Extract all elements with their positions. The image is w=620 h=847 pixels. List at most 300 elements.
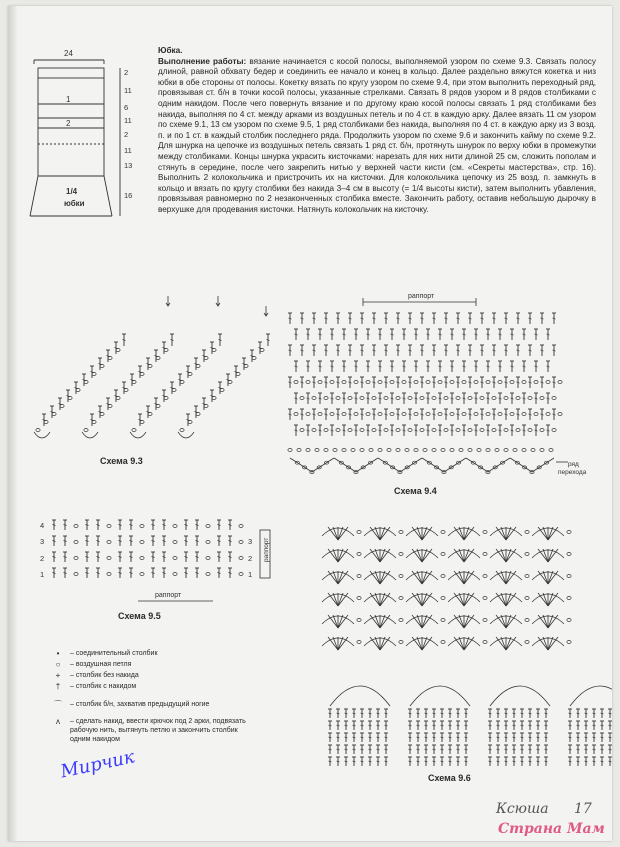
scheme-9-5-rapport-vertical: раппорт bbox=[263, 537, 270, 562]
fan-stitch bbox=[380, 637, 385, 650]
double-crochet-bar bbox=[545, 713, 548, 714]
chain-stitch bbox=[525, 531, 529, 534]
fan-stitch bbox=[459, 527, 464, 540]
chain-stitch bbox=[483, 619, 487, 622]
fan-stitch bbox=[506, 527, 511, 540]
fan-stitch bbox=[333, 527, 338, 540]
double-crochet-bar bbox=[329, 749, 332, 750]
fan-stitch bbox=[501, 593, 506, 606]
double-crochet-bar bbox=[449, 737, 452, 738]
double-crochet-bar bbox=[369, 749, 372, 750]
fan-stitch bbox=[459, 571, 464, 584]
fan-stitch bbox=[422, 637, 427, 650]
fan-stitch bbox=[543, 593, 548, 606]
double-crochet-bar bbox=[537, 713, 540, 714]
double-crochet-bar bbox=[497, 725, 500, 726]
double-crochet-bar bbox=[585, 725, 588, 726]
double-crochet-bar bbox=[505, 737, 508, 738]
fan-stitch bbox=[417, 549, 422, 562]
fan-stitch bbox=[548, 615, 553, 628]
double-crochet-bar bbox=[545, 761, 548, 762]
double-crochet-bar bbox=[465, 737, 468, 738]
double-crochet-bar bbox=[521, 761, 524, 762]
chain-stitch bbox=[567, 641, 571, 644]
slip-stitch-icon: • bbox=[56, 649, 60, 658]
legend-row-two-arches bbox=[50, 717, 250, 744]
double-crochet-bar bbox=[505, 713, 508, 714]
fan-stitch bbox=[501, 571, 506, 584]
chain-stitch bbox=[357, 597, 361, 600]
chain-stitch bbox=[441, 597, 445, 600]
double-crochet-bar bbox=[377, 713, 380, 714]
double-crochet-bar bbox=[433, 725, 436, 726]
fan-stitch bbox=[506, 615, 511, 628]
double-crochet-bar bbox=[545, 749, 548, 750]
fan-stitch bbox=[501, 549, 506, 562]
double-crochet-bar bbox=[577, 737, 580, 738]
transition-label-1: ряд bbox=[568, 461, 579, 468]
measure-6: 13 bbox=[124, 161, 133, 170]
fan-stitch bbox=[543, 571, 548, 584]
magazine-page bbox=[8, 6, 612, 841]
fan-stitch bbox=[375, 527, 380, 540]
double-crochet-bar bbox=[441, 749, 444, 750]
fan-stitch bbox=[543, 549, 548, 562]
scheme-9-6-caption: Схема 9.6 bbox=[428, 773, 471, 783]
s95-row-left-2: 2 bbox=[40, 554, 45, 563]
fan-stitch bbox=[375, 549, 380, 562]
double-crochet-bar bbox=[345, 737, 348, 738]
double-crochet-bar bbox=[441, 761, 444, 762]
fan-stitch bbox=[548, 637, 553, 650]
double-crochet-bar bbox=[449, 761, 452, 762]
double-crochet-bar bbox=[409, 725, 412, 726]
double-crochet-bar bbox=[465, 761, 468, 762]
double-crochet-bar bbox=[489, 725, 492, 726]
legend-text: – соединительный столбик bbox=[70, 650, 158, 657]
double-crochet-bar bbox=[585, 713, 588, 714]
chain-stitch bbox=[357, 553, 361, 556]
double-crochet-bar bbox=[529, 725, 532, 726]
double-crochet-bar bbox=[577, 725, 580, 726]
fan-stitch bbox=[501, 615, 506, 628]
fan-stitch bbox=[459, 637, 464, 650]
double-crochet-bar bbox=[489, 749, 492, 750]
fan-stitch bbox=[501, 527, 506, 540]
double-crochet-bar bbox=[385, 713, 388, 714]
double-crochet-bar bbox=[369, 725, 372, 726]
double-crochet-bar bbox=[409, 713, 412, 714]
double-crochet-bar bbox=[465, 713, 468, 714]
bottom-fraction-label: 1/4 bbox=[66, 187, 78, 196]
fan-stitch bbox=[464, 615, 469, 628]
section-2-label: 2 bbox=[66, 119, 71, 128]
fan-stitch bbox=[459, 615, 464, 628]
double-crochet-bar bbox=[529, 737, 532, 738]
double-crochet-bar bbox=[361, 725, 364, 726]
double-crochet-bar bbox=[441, 713, 444, 714]
fan-stitch bbox=[333, 593, 338, 606]
legend-row-double-crochet bbox=[50, 681, 250, 692]
chain-stitch bbox=[525, 553, 529, 556]
bottom-word-label: юбки bbox=[64, 199, 85, 208]
article-title: Юбка. bbox=[158, 46, 183, 55]
legend-text: – сделать накид, ввести крючок под 2 арки, подвязать рабочую нить, вытянуть петлю и закончить столбик одним накидом bbox=[70, 718, 246, 743]
fan-stitch bbox=[548, 549, 553, 562]
chain-stitch bbox=[357, 575, 361, 578]
chain-stitch bbox=[483, 553, 487, 556]
transition-label-2: перехода bbox=[558, 469, 587, 476]
double-crochet-bar bbox=[457, 725, 460, 726]
fan-stitch bbox=[464, 571, 469, 584]
double-crochet-bar bbox=[465, 749, 468, 750]
s95-row-left-1: 1 bbox=[40, 570, 45, 579]
double-crochet-bar bbox=[609, 749, 612, 750]
double-crochet-bar bbox=[489, 713, 492, 714]
double-crochet-bar bbox=[369, 761, 372, 762]
chain-stitch bbox=[483, 597, 487, 600]
chain-stitch bbox=[441, 531, 445, 534]
two-arches-icon: ʌ bbox=[56, 717, 60, 726]
double-crochet-bar bbox=[377, 749, 380, 750]
fan-stitch bbox=[459, 549, 464, 562]
double-crochet-bar bbox=[345, 713, 348, 714]
scheme-9-5-caption: Схема 9.5 bbox=[118, 611, 161, 621]
double-crochet-bar bbox=[521, 749, 524, 750]
double-crochet-bar bbox=[601, 761, 604, 762]
fan-stitch bbox=[375, 593, 380, 606]
double-crochet-bar bbox=[441, 725, 444, 726]
chain-icon: ○ bbox=[55, 660, 61, 669]
double-crochet-bar bbox=[337, 749, 340, 750]
chain-stitch bbox=[399, 619, 403, 622]
double-crochet-bar bbox=[361, 713, 364, 714]
chain-stitch bbox=[483, 641, 487, 644]
double-crochet-bar bbox=[353, 761, 356, 762]
fan-stitch bbox=[506, 593, 511, 606]
double-crochet-icon: † bbox=[55, 682, 61, 691]
chain-stitch bbox=[441, 575, 445, 578]
double-crochet-bar bbox=[529, 749, 532, 750]
fan-stitch bbox=[417, 571, 422, 584]
double-crochet-bar bbox=[385, 725, 388, 726]
watermark: Страна Мам bbox=[498, 821, 605, 837]
double-crochet-bar bbox=[593, 725, 596, 726]
chain-stitch bbox=[525, 575, 529, 578]
double-crochet-bar bbox=[329, 761, 332, 762]
double-crochet-bar bbox=[569, 713, 572, 714]
double-crochet-bar bbox=[537, 761, 540, 762]
fan-stitch bbox=[338, 615, 343, 628]
measure-3: 11 bbox=[124, 116, 132, 125]
fan-stitch bbox=[464, 549, 469, 562]
double-crochet-bar bbox=[425, 761, 428, 762]
legend-text: – столбик без накида bbox=[70, 672, 139, 679]
double-crochet-bar bbox=[433, 761, 436, 762]
chain-stitch bbox=[357, 619, 361, 622]
double-crochet-bar bbox=[417, 749, 420, 750]
chain-stitch bbox=[399, 641, 403, 644]
fan-stitch bbox=[338, 527, 343, 540]
double-crochet-bar bbox=[577, 713, 580, 714]
double-crochet-bar bbox=[609, 713, 612, 714]
measure-5: 11 bbox=[124, 146, 132, 155]
double-crochet-bar bbox=[361, 761, 364, 762]
double-crochet-bar bbox=[585, 761, 588, 762]
fan-stitch bbox=[422, 593, 427, 606]
fan-stitch bbox=[422, 527, 427, 540]
chain-stitch bbox=[441, 641, 445, 644]
double-crochet-bar bbox=[441, 737, 444, 738]
double-crochet-bar bbox=[329, 713, 332, 714]
double-crochet-bar bbox=[497, 713, 500, 714]
double-crochet-bar bbox=[545, 725, 548, 726]
measure-0: 2 bbox=[124, 68, 129, 77]
fan-stitch bbox=[380, 549, 385, 562]
measure-4: 2 bbox=[124, 130, 129, 139]
double-crochet-bar bbox=[353, 713, 356, 714]
double-crochet-bar bbox=[569, 761, 572, 762]
fan-stitch bbox=[375, 571, 380, 584]
fan-stitch bbox=[422, 615, 427, 628]
double-crochet-bar bbox=[337, 737, 340, 738]
double-crochet-bar bbox=[529, 713, 532, 714]
chain-stitch bbox=[567, 597, 571, 600]
double-crochet-bar bbox=[569, 749, 572, 750]
fan-stitch bbox=[506, 549, 511, 562]
fan-stitch bbox=[380, 527, 385, 540]
fan-stitch bbox=[464, 527, 469, 540]
fan-stitch bbox=[338, 637, 343, 650]
chain-stitch bbox=[525, 619, 529, 622]
bell-arc bbox=[570, 686, 612, 706]
legend-row-single-crochet bbox=[50, 670, 250, 681]
double-crochet-bar bbox=[545, 737, 548, 738]
double-crochet-bar bbox=[385, 761, 388, 762]
fan-stitch bbox=[501, 637, 506, 650]
fan-stitch bbox=[375, 615, 380, 628]
fan-stitch bbox=[548, 571, 553, 584]
s95-row-left-4: 4 bbox=[40, 521, 45, 530]
double-crochet-bar bbox=[457, 761, 460, 762]
fan-stitch bbox=[417, 527, 422, 540]
scheme-9-3-caption: Схема 9.3 bbox=[100, 456, 143, 466]
double-crochet-bar bbox=[593, 713, 596, 714]
double-crochet-bar bbox=[529, 761, 532, 762]
chain-stitch bbox=[441, 553, 445, 556]
double-crochet-bar bbox=[345, 749, 348, 750]
chain-stitch bbox=[525, 597, 529, 600]
double-crochet-bar bbox=[417, 713, 420, 714]
double-crochet-bar bbox=[425, 737, 428, 738]
double-crochet-bar bbox=[593, 761, 596, 762]
chain-stitch bbox=[399, 531, 403, 534]
double-crochet-bar bbox=[497, 737, 500, 738]
top-width-label: 24 bbox=[64, 49, 73, 58]
fan-stitch bbox=[417, 593, 422, 606]
chain-stitch bbox=[357, 641, 361, 644]
double-crochet-bar bbox=[409, 749, 412, 750]
double-crochet-bar bbox=[433, 749, 436, 750]
fan-stitch bbox=[333, 571, 338, 584]
double-crochet-bar bbox=[337, 725, 340, 726]
double-crochet-bar bbox=[377, 761, 380, 762]
double-crochet-bar bbox=[361, 737, 364, 738]
double-crochet-bar bbox=[377, 725, 380, 726]
double-crochet-bar bbox=[353, 737, 356, 738]
double-crochet-bar bbox=[577, 761, 580, 762]
chain-stitch bbox=[567, 531, 571, 534]
scheme-9-5-rapport: раппорт bbox=[155, 592, 182, 599]
double-crochet-bar bbox=[425, 749, 428, 750]
fan-stitch bbox=[422, 549, 427, 562]
legend-text: – столбик с накидом bbox=[70, 683, 137, 690]
double-crochet-bar bbox=[457, 749, 460, 750]
double-crochet-bar bbox=[337, 761, 340, 762]
measure-1: 11 bbox=[124, 86, 132, 95]
double-crochet-bar bbox=[505, 749, 508, 750]
double-crochet-bar bbox=[417, 761, 420, 762]
double-crochet-bar bbox=[537, 749, 540, 750]
double-crochet-bar bbox=[425, 713, 428, 714]
fan-stitch bbox=[548, 527, 553, 540]
double-crochet-bar bbox=[385, 737, 388, 738]
double-crochet-bar bbox=[361, 749, 364, 750]
chain-stitch bbox=[567, 619, 571, 622]
double-crochet-bar bbox=[609, 737, 612, 738]
s95-row-right-2: 2 bbox=[248, 554, 253, 563]
double-crochet-bar bbox=[457, 737, 460, 738]
double-crochet-bar bbox=[385, 749, 388, 750]
s95-row-right-1: 1 bbox=[248, 570, 253, 579]
page-number: 17 bbox=[574, 801, 592, 817]
chain-stitch bbox=[441, 619, 445, 622]
fan-stitch bbox=[417, 637, 422, 650]
double-crochet-bar bbox=[425, 725, 428, 726]
double-crochet-bar bbox=[593, 749, 596, 750]
double-crochet-bar bbox=[369, 713, 372, 714]
double-crochet-bar bbox=[417, 725, 420, 726]
article-body: вязание начинается с косой полосы, выполняемой узором по схеме 9.3. Связать полосу длиной, равной обхвату бедер и соединить ее начало и конец в кольцо. Далее раздельно вяжутся кокетка и низ юбки в обе стороны от полосы. Кокетку вязать по кругу узором по схеме 9.4, при этом выполнить переходный ряд, провязывая ст. б/н в точки косой полосы, указанные стрелками. Связать 8 рядов узором и 8 рядов столбиками с одним накидом. После чего повернуть вязание и по другому краю косой полосы связать 1 ряд столбиками без накида, выполняя по 4 ст. между арками из воздушных петель и по 4 ст. в каждую арку. Далее вязать 11 см узором по схеме 9.1, 13 см узором по схеме 9.5, 1 ряд столбиками без накида, выполняя по 4 ст. в каждую арку из 3 возд. п. и по 1 ст. в каждый столбик последнего ряда. Продолжить узором по схеме 9.6 и закончить кайму по схеме 9.2. Для шнурка на цепочке из воздушных петель связать 1 ряд ст. б/н, протянуть шнурок по верху юбки в промежутки между столбиками. Концы шнурка украсить кисточками: нарезать для них нити длиной 25 см, сложить пополам и стянуть в середине, после чего закрепить нитью у верхней части кисти (см. «Секреты мастерства», стр. 16). Выполнить 2 колокольчика и пристрочить их на кисточки. Для колокольчика цепочку из 25 возд. п. замкнуть в кольцо и вязать по кругу столбики без накида 3–4 см в высоту (= 1/4 высоты кисти), затем выполнить убавления, провязывая равномерно по 2 незаконченных столбика вместе. Закончить работу, оставив небольшую дырочку в верхушке для продевания кисточки. Натянуть колокольчик на кисточку. bbox=[158, 56, 596, 214]
section-1-label: 1 bbox=[66, 95, 71, 104]
s95-row-right-3: 3 bbox=[248, 537, 253, 546]
fan-stitch bbox=[543, 637, 548, 650]
chain-stitch bbox=[483, 575, 487, 578]
double-crochet-bar bbox=[601, 749, 604, 750]
fan-stitch bbox=[422, 571, 427, 584]
fan-stitch bbox=[548, 593, 553, 606]
bell-arc bbox=[410, 686, 470, 706]
double-crochet-bar bbox=[377, 737, 380, 738]
bell-arc bbox=[330, 686, 390, 706]
legend-text: – воздушная петля bbox=[70, 661, 132, 668]
double-crochet-bar bbox=[601, 737, 604, 738]
author-signature: Мирчик bbox=[58, 746, 137, 783]
fan-stitch bbox=[333, 615, 338, 628]
legend-row-chain bbox=[50, 659, 250, 670]
chain-stitch bbox=[399, 575, 403, 578]
fan-stitch bbox=[506, 571, 511, 584]
double-crochet-bar bbox=[497, 761, 500, 762]
double-crochet-bar bbox=[369, 737, 372, 738]
double-crochet-bar bbox=[513, 761, 516, 762]
fan-stitch bbox=[380, 615, 385, 628]
chain-stitch bbox=[399, 597, 403, 600]
double-crochet-bar bbox=[345, 761, 348, 762]
fan-stitch bbox=[459, 593, 464, 606]
measure-2: 6 bbox=[124, 103, 129, 112]
fan-stitch bbox=[333, 637, 338, 650]
double-crochet-bar bbox=[449, 713, 452, 714]
fan-stitch bbox=[543, 527, 548, 540]
double-crochet-bar bbox=[537, 737, 540, 738]
double-crochet-bar bbox=[417, 737, 420, 738]
double-crochet-bar bbox=[577, 749, 580, 750]
legend-row-sc-previous bbox=[50, 700, 250, 709]
double-crochet-bar bbox=[513, 749, 516, 750]
fan-stitch bbox=[380, 593, 385, 606]
double-crochet-bar bbox=[409, 761, 412, 762]
double-crochet-bar bbox=[513, 737, 516, 738]
legend-row-slip-stitch bbox=[50, 648, 250, 659]
double-crochet-bar bbox=[585, 749, 588, 750]
double-crochet-bar bbox=[609, 725, 612, 726]
fan-stitch bbox=[338, 571, 343, 584]
double-crochet-bar bbox=[505, 725, 508, 726]
legend-text: – столбик б/н, захватив предыдущий ногие bbox=[70, 701, 210, 708]
fan-stitch bbox=[417, 615, 422, 628]
fan-stitch bbox=[338, 549, 343, 562]
stitch-legend bbox=[50, 648, 250, 746]
double-crochet-bar bbox=[513, 713, 516, 714]
double-crochet-bar bbox=[449, 725, 452, 726]
single-crochet-icon: + bbox=[55, 671, 61, 680]
double-crochet-bar bbox=[329, 737, 332, 738]
chain-stitch bbox=[399, 553, 403, 556]
double-crochet-bar bbox=[585, 737, 588, 738]
double-crochet-bar bbox=[409, 737, 412, 738]
double-crochet-bar bbox=[601, 713, 604, 714]
magazine-name: Ксюша bbox=[496, 801, 549, 817]
chain-stitch bbox=[525, 641, 529, 644]
double-crochet-bar bbox=[521, 713, 524, 714]
double-crochet-bar bbox=[521, 737, 524, 738]
scheme-9-4-caption: Схема 9.4 bbox=[394, 486, 437, 496]
s95-row-left-3: 3 bbox=[40, 537, 45, 546]
double-crochet-bar bbox=[345, 725, 348, 726]
double-crochet-bar bbox=[513, 725, 516, 726]
chain-stitch bbox=[483, 531, 487, 534]
fan-stitch bbox=[464, 637, 469, 650]
chain-stitch bbox=[567, 553, 571, 556]
chain-stitch bbox=[567, 575, 571, 578]
double-crochet-bar bbox=[497, 749, 500, 750]
fan-stitch bbox=[464, 593, 469, 606]
double-crochet-bar bbox=[569, 737, 572, 738]
chain-stitch bbox=[357, 531, 361, 534]
measure-7: 16 bbox=[124, 191, 133, 200]
scheme-9-4-rapport: раппорт bbox=[408, 293, 435, 300]
article-label: Выполнение работы: bbox=[158, 56, 247, 66]
double-crochet-bar bbox=[505, 761, 508, 762]
double-crochet-bar bbox=[465, 725, 468, 726]
double-crochet-bar bbox=[489, 737, 492, 738]
fan-stitch bbox=[543, 615, 548, 628]
double-crochet-bar bbox=[601, 725, 604, 726]
double-crochet-bar bbox=[457, 713, 460, 714]
double-crochet-bar bbox=[353, 725, 356, 726]
double-crochet-bar bbox=[329, 725, 332, 726]
